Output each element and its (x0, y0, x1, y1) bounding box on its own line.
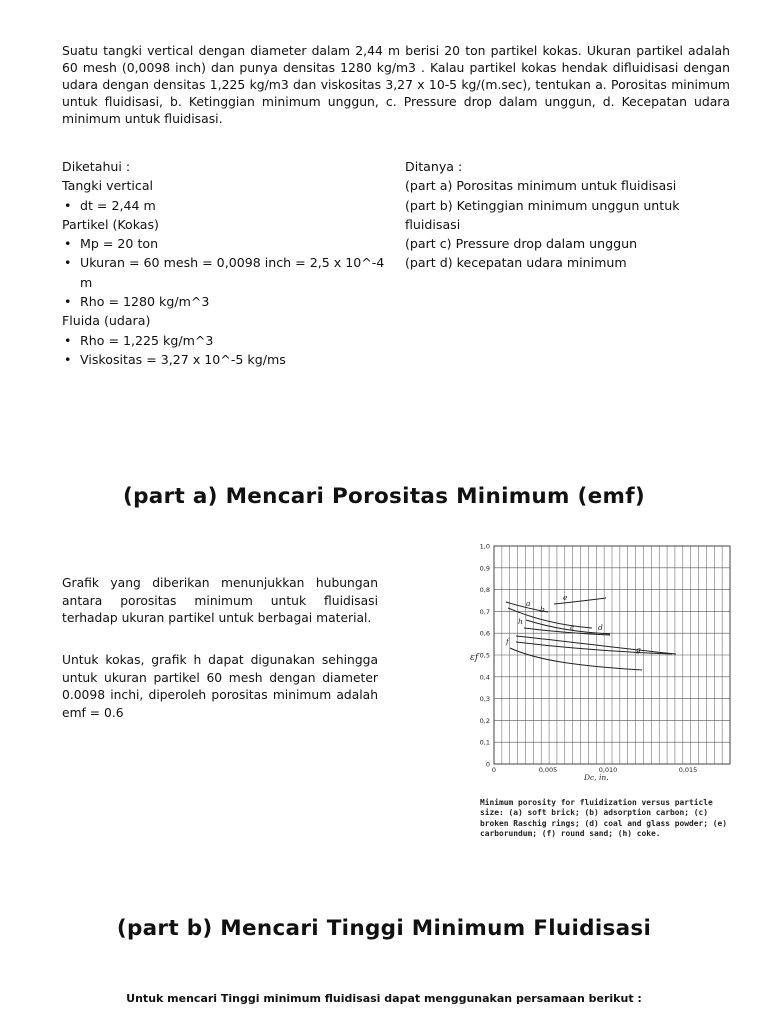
x-tick-label: 0,010 (598, 766, 618, 774)
curve-label-b: b (540, 605, 545, 614)
ditanya-title: Ditanya : (405, 159, 463, 174)
y-tick-label: 1,0 (479, 542, 490, 551)
list-item: • Rho = 1,225 kg/m^3 (62, 331, 397, 350)
group-partikel-list (62, 234, 397, 311)
diketahui-section (62, 157, 397, 369)
x-tick-label: 0,005 (538, 766, 558, 774)
ditanya-section (405, 157, 705, 273)
section-a-paragraph-2: Untuk kokas, grafik h dapat digunakan sehingga untuk ukuran partikel 60 mesh dengan diameter 0.0098 inchi, diperoleh porositas minimum adalah emf = 0.6 (62, 653, 378, 721)
section-b-intro: Untuk mencari Tinggi minimum fluidisasi dapat menggunakan persamaan berikut : (126, 992, 642, 1005)
group-tangki-list (62, 196, 397, 215)
curve-label-g: g (636, 645, 641, 654)
list-item: • Ukuran = 60 mesh = 0,0098 inch = 2,5 x 10^-4 m (62, 253, 397, 292)
curve-label-f: f (506, 637, 509, 646)
list-item: • Mp = 20 ton (62, 234, 397, 253)
section-a-paragraph-1: Grafik yang diberikan menunjukkan hubungan antara porositas minimum untuk fluidisasi terhadap ukuran partikel untuk berbagai material. (62, 576, 378, 626)
curve-label-e: e (563, 593, 568, 602)
y-tick-label: 0,8 (479, 586, 490, 595)
y-tick-label: 0,2 (479, 716, 490, 725)
group-tangki-label: Tangki vertical (62, 178, 154, 194)
section-b-heading: (part b) Mencari Tinggi Minimum Fluidisasi (116, 916, 652, 941)
group-fluida-label: Fluida (udara) (62, 313, 151, 329)
group-fluida-list (62, 331, 397, 370)
figure-caption: Minimum porosity for fluidization versus particle size: (a) soft brick; (b) adsorption carbon; (c) broken Raschig rings; (d) coal and glass powder; (e) carborundum; (f) round sand; (h) coke. (480, 798, 728, 838)
y-tick-label: 0,1 (479, 738, 490, 747)
porosity-graph (466, 540, 732, 798)
y-tick-label: 0,9 (479, 564, 490, 573)
x-tick-label: 0,015 (678, 766, 698, 774)
list-item: • Viskositas = 3,27 x 10^-5 kg/ms (62, 350, 397, 369)
list-item: • dt = 2,44 m (62, 196, 397, 215)
y-tick-label: 0 (485, 760, 490, 769)
x-tick-label: 0 (491, 766, 497, 774)
ditanya-item: (part d) kecepatan udara minimum (405, 255, 627, 271)
ditanya-item: (part c) Pressure drop dalam unggun (405, 236, 638, 252)
curve-label-h: h (518, 617, 523, 626)
y-tick-label: 0,4 (479, 673, 490, 682)
section-a-heading: (part a) Mencari Porositas Minimum (emf) (122, 484, 646, 509)
diketahui-title: Diketahui : (62, 159, 131, 174)
ditanya-item: (part a) Porositas minimum untuk fluidisasi (405, 178, 677, 194)
y-tick-label: 0,5 (479, 651, 490, 660)
graph-x-label: Dc, in. (584, 773, 609, 782)
graph-y-ticks (480, 543, 490, 769)
list-item: • Rho = 1280 kg/m^3 (62, 292, 397, 311)
porosity-figure (466, 540, 732, 840)
ditanya-item: (part b) Ketinggian minimum unggun untuk fluidisasi (405, 197, 680, 232)
y-tick-label: 0,3 (479, 695, 490, 704)
curve-label-c: c (570, 623, 575, 632)
curve-label-a: a (526, 599, 531, 608)
y-tick-label: 0,6 (479, 629, 490, 638)
y-tick-label: 0,7 (479, 607, 490, 616)
graph-y-label: εf (470, 653, 479, 663)
problem-statement: Suatu tangki vertical dengan diameter dalam 2,44 m berisi 20 ton partikel kokas. Ukuran partikel adalah 60 mesh (0,0098 inch) dan punya densitas 1280 kg/m3 . Kalau partikel kokas hendak difluidisasi dengan udara dengan densitas 1,225 kg/m3 dan viskositas 3,27 x 10-5 kg/(m.sec), tentukan a. Porositas minimum untuk fluidisasi, b. Ketinggian minimum unggun, c. Pressure drop dalam unggun, d. Kecepatan udara minimum untuk fluidisasi. (62, 43, 730, 126)
group-partikel-label: Partikel (Kokas) (62, 216, 159, 232)
curve-label-d: d (598, 623, 603, 632)
